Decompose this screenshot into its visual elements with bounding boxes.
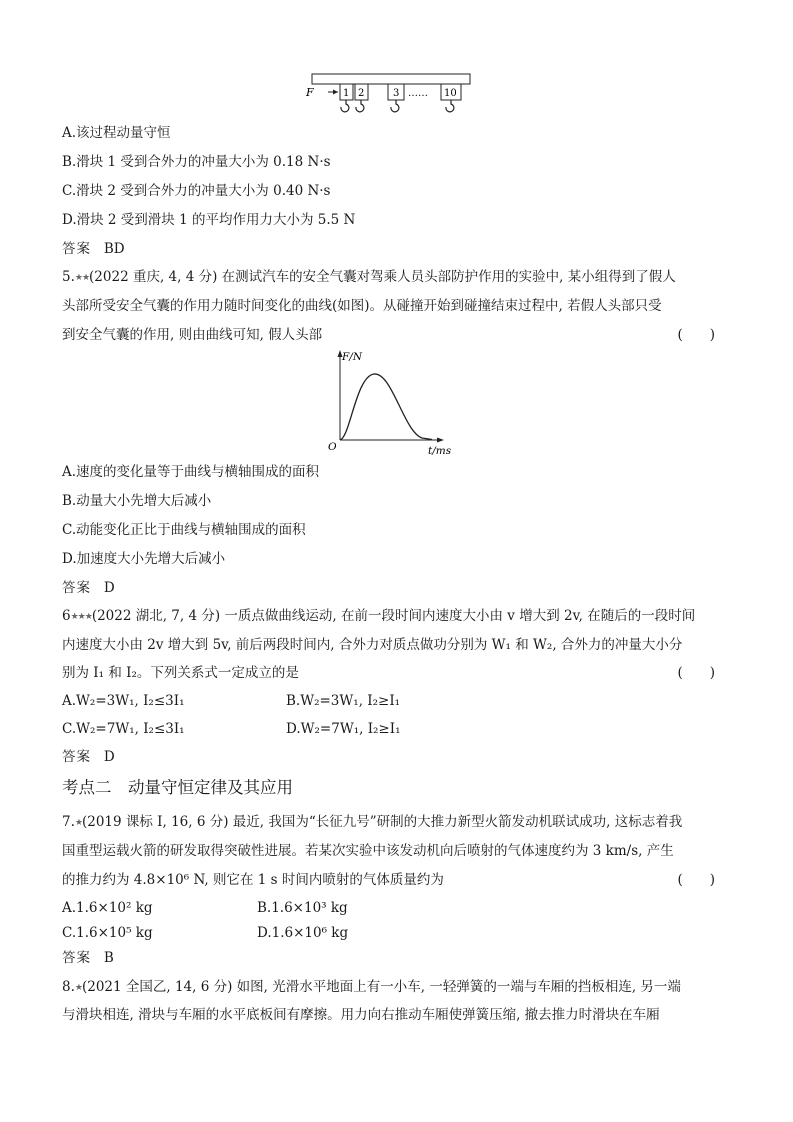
answer-value: BD (103, 241, 125, 257)
hook-icons (341, 100, 454, 112)
q5-answer (62, 579, 115, 597)
q4-option-c: C.滑块 2 受到合外力的冲量大小为 0.40 N·s (62, 183, 331, 199)
q6-option-b: B.W₂=3W₁, I₂≥I₁ (286, 693, 401, 709)
q4-option-d: D.滑块 2 受到滑块 1 的平均作用力大小为 5.5 N (62, 212, 356, 228)
q4-option-b: B.滑块 1 受到合外力的冲量大小为 0.18 N·s (62, 154, 331, 170)
q4-answer (62, 240, 125, 258)
difficulty-stars-icon: ★ (74, 818, 82, 828)
blocks-rail-figure (300, 70, 480, 120)
q7-number: 7. (62, 814, 75, 830)
q6-stem-line-3: 别为 I₁ 和 I₂。下列关系式一定成立的是 (62, 665, 299, 681)
answer-label: 答案 (62, 950, 91, 966)
q4-option-a: A.该过程动量守恒 (62, 125, 171, 141)
q7-option-d: D.1.6×10⁶ kg (257, 925, 349, 941)
q5-option-b: B.动量大小先增大后减小 (62, 493, 212, 509)
q5-stem-line-2: 头部所受安全气囊的作用力随时间变化的曲线(如图)。从碰撞开始到碰撞结束过程中, 若假人头部只受 (62, 298, 662, 314)
difficulty-stars-icon: ★★ (74, 273, 90, 283)
q5-answer-bracket: ( ) (677, 327, 715, 343)
q7-option-c: C.1.6×10⁵ kg (62, 925, 153, 941)
answer-value: B (103, 950, 114, 966)
q5-stem-line-3: 到安全气囊的作用, 则由曲线可知, 假人头部 (62, 327, 323, 343)
section-heading: 考点二 动量守恒定律及其应用 (62, 778, 293, 797)
y-axis-label: F/N (342, 351, 363, 363)
force-time-graph (322, 346, 462, 458)
q6-option-a: A.W₂=3W₁, I₂≤3I₁ (62, 693, 185, 709)
q5-option-c: C.动能变化正比于曲线与横轴围成的面积 (62, 522, 306, 538)
q7-answer (62, 949, 114, 967)
q6-stem-line-2: 内速度大小由 2v 增大到 5v, 前后两段时间内, 合外力对质点做功分别为 W₁ 和 W₂, 合外力的冲量大小分 (62, 637, 683, 653)
block-10-label: 10 (444, 88, 457, 99)
q8-stem-line-1: 8.★(2021 全国乙, 14, 6 分) 如图, 光滑水平地面上有一小车, 一轻弹簧的一端与车厢的挡板相连, 另一端 (62, 979, 681, 995)
force-curve (340, 374, 432, 440)
origin-label: O (328, 441, 337, 453)
q7-option-b: B.1.6×10³ kg (257, 900, 348, 916)
difficulty-stars-icon: ★ (74, 983, 82, 993)
answer-value: D (103, 749, 115, 765)
q5-option-d: D.加速度大小先增大后减小 (62, 551, 226, 567)
answer-label: 答案 (62, 749, 91, 765)
q7-option-a: A.1.6×10² kg (62, 900, 153, 916)
q7-answer-bracket: ( ) (677, 872, 715, 888)
q6-stem-line-1: 6★★★(2022 湖北, 7, 4 分) 一质点做曲线运动, 在前一段时间内速度大小由 v 增大到 2v, 在随后的一段时间 (62, 608, 696, 624)
q5-stem-line-1: 5.★★(2022 重庆, 4, 4 分) 在测试汽车的安全气囊对驾乘人员头部防护作用的实验中, 某小组得到了假人 (62, 269, 676, 285)
answer-label: 答案 (62, 580, 91, 596)
x-axis-label: t/ms (428, 445, 452, 457)
q6-option-c: C.W₂=7W₁, I₂≤3I₁ (62, 721, 185, 737)
answer-value: D (103, 580, 115, 596)
q7-stem-line-3: 的推力约为 4.8×10⁶ N, 则它在 1 s 时间内喷射的气体质量约为 (62, 872, 444, 888)
force-label: F (306, 86, 314, 99)
q8-stem-line-2: 与滑块相连, 滑块与车厢的水平底板间有摩擦。用力向右推动车厢使弹簧压缩, 撤去推力时滑块在车厢 (62, 1007, 660, 1023)
q7-stem-line-1: 7.★(2019 课标 Ⅰ, 16, 6 分) 最近, 我国为“长征九号”研制的大推力新型火箭发动机联试成功, 这标志着我 (62, 814, 683, 830)
q6-answer (62, 748, 115, 766)
block-dots: …… (408, 88, 428, 99)
q6-answer-bracket: ( ) (677, 665, 715, 681)
block-2-label: 2 (358, 88, 365, 99)
q6-number: 6 (62, 608, 71, 624)
difficulty-stars-icon: ★★★ (70, 612, 92, 622)
block-3-label: 3 (393, 88, 400, 99)
q6-option-d: D.W₂=7W₁, I₂≥I₁ (286, 721, 401, 737)
q5-number: 5. (62, 269, 75, 285)
q8-number: 8. (62, 979, 75, 995)
q7-stem-line-2: 国重型运载火箭的研发取得突破性进展。若某次实验中该发动机向后喷射的气体速度约为 3 km/s, 产生 (62, 843, 674, 859)
block-1-label: 1 (343, 88, 350, 99)
answer-label: 答案 (62, 241, 91, 257)
q5-option-a: A.速度的变化量等于曲线与横轴围成的面积 (62, 464, 320, 480)
